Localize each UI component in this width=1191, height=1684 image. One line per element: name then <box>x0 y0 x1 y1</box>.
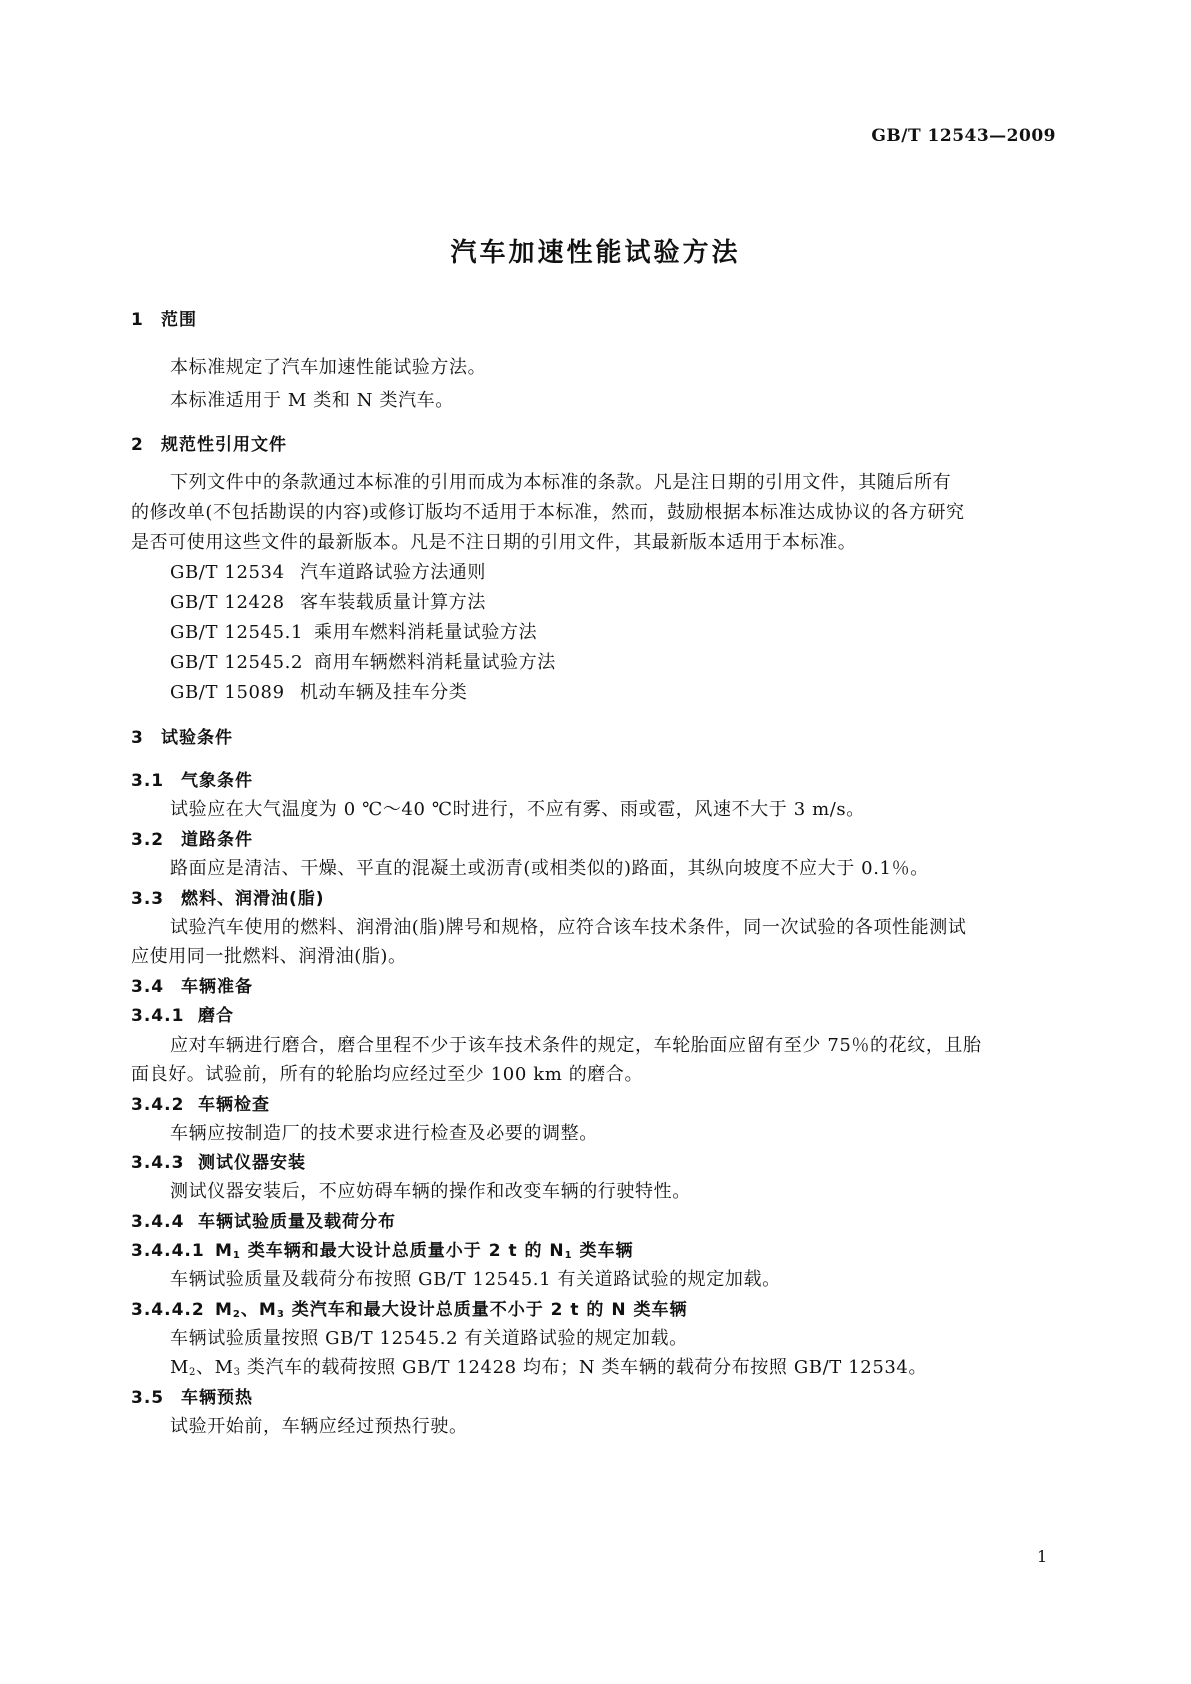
reference-name: 商用车辆燃料消耗量试验方法 <box>314 652 556 673</box>
subsection-number: 3.4.4.2 <box>131 1300 205 1320</box>
paragraph-line: 应对车辆进行磨合，磨合里程不少于该车技术条件的规定，车轮胎面应留有至少 75％的花纹，且胎 <box>170 1035 982 1056</box>
reference-code: GB/T 15089 <box>170 682 285 703</box>
title-part: M <box>215 1241 233 1261</box>
subscript: 2 <box>189 1367 196 1378</box>
section-title: 规范性引用文件 <box>161 435 287 455</box>
subscript: 1 <box>232 1250 241 1261</box>
title-part: 类汽车和最大设计总质量不小于 2 t 的 N 类车辆 <box>284 1300 688 1320</box>
reference-item <box>170 588 486 614</box>
subsection-title <box>215 1300 687 1320</box>
paragraph-line <box>170 1353 927 1379</box>
subscript: 1 <box>564 1250 573 1261</box>
reference-name: 机动车辆及挂车分类 <box>300 682 468 703</box>
subsection-title: 磨合 <box>198 1006 234 1026</box>
title-part: 类车辆和最大设计总质量小于 2 t 的 N <box>240 1241 565 1261</box>
reference-item <box>170 678 467 704</box>
subsection-title: 车辆预热 <box>181 1388 253 1408</box>
reference-code: GB/T 12545.1 <box>170 622 304 643</box>
subscript: 2 <box>232 1309 241 1320</box>
subsection-number: 3.3 <box>131 889 165 909</box>
subsection-heading <box>131 825 253 850</box>
subsection-number: 3.2 <box>131 830 165 850</box>
subscript: 3 <box>233 1367 241 1378</box>
subsection-heading <box>131 1295 687 1320</box>
subsection-title: 车辆检查 <box>198 1095 270 1115</box>
document-title: 汽车加速性能试验方法 <box>450 238 741 268</box>
subsection-number: 3.4 <box>131 977 165 997</box>
subsection-number: 3.4.4.1 <box>131 1241 205 1261</box>
reference-name: 乘用车燃料消耗量试验方法 <box>314 622 538 643</box>
text-part: 、M <box>196 1357 234 1378</box>
reference-code: GB/T 12428 <box>170 592 285 613</box>
paragraph: 本标准规定了汽车加速性能试验方法。 <box>170 357 487 378</box>
subsection-number: 3.4.3 <box>131 1153 185 1173</box>
paragraph: 路面应是清洁、干燥、平直的混凝土或沥青(或相类似的)路面，其纵向坡度不应大于 0.1％。 <box>170 858 929 879</box>
subsection-number: 3.4.4 <box>131 1212 185 1232</box>
paragraph: 车辆试验质量及载荷分布按照 GB/T 12545.1 有关道路试验的规定加载。 <box>170 1269 781 1290</box>
reference-code: GB/T 12534 <box>170 562 285 583</box>
paragraph: 试验开始前，车辆应经过预热行驶。 <box>170 1416 468 1437</box>
subsection-number: 3.4.2 <box>131 1095 185 1115</box>
reference-item <box>170 618 537 644</box>
section-number: 1 <box>131 310 144 330</box>
subsection-heading <box>131 1148 306 1173</box>
subscript: 3 <box>276 1309 285 1320</box>
standard-number: GB/T 12543—2009 <box>871 126 1056 146</box>
subsection-heading <box>131 1207 396 1232</box>
section-title: 范围 <box>161 310 197 330</box>
text-part: M <box>170 1357 190 1378</box>
paragraph: 测试仪器安装后，不应妨碍车辆的操作和改变车辆的行驶特性。 <box>170 1181 691 1202</box>
subsection-heading <box>131 1236 634 1261</box>
subsection-title <box>215 1241 634 1261</box>
reference-name: 客车装载质量计算方法 <box>300 592 486 613</box>
reference-code: GB/T 12545.2 <box>170 652 304 673</box>
paragraph: 试验应在大气温度为 0 ℃～40 ℃时进行，不应有雾、雨或雹，风速不大于 3 m/s。 <box>170 799 865 820</box>
subsection-title: 车辆准备 <box>181 977 253 997</box>
paragraph-line: 试验汽车使用的燃料、润滑油(脂)牌号和规格，应符合该车技术条件，同一次试验的各项性能测试 <box>170 917 967 938</box>
paragraph-line: 下列文件中的条款通过本标准的引用而成为本标准的条款。凡是注日期的引用文件，其随后所有 <box>170 472 952 493</box>
paragraph: 本标准适用于 M 类和 N 类汽车。 <box>170 390 454 411</box>
subsection-heading <box>131 1001 234 1026</box>
title-part: M <box>215 1300 233 1320</box>
section-number: 2 <box>131 435 144 455</box>
subsection-title: 气象条件 <box>181 771 253 791</box>
subsection-number: 3.5 <box>131 1388 165 1408</box>
paragraph-line: 是否可使用这些文件的最新版本。凡是不注日期的引用文件，其最新版本适用于本标准。 <box>131 532 857 553</box>
subsection-title: 车辆试验质量及载荷分布 <box>198 1212 396 1232</box>
paragraph: 车辆应按制造厂的技术要求进行检查及必要的调整。 <box>170 1123 598 1144</box>
paragraph-line: 车辆试验质量按照 GB/T 12545.2 有关道路试验的规定加载。 <box>170 1328 688 1349</box>
title-part: 类车辆 <box>572 1241 634 1261</box>
paragraph-line: 的修改单(不包括勘误的内容)或修订版均不适用于本标准，然而，鼓励根据本标准达成协议的各方研究 <box>131 502 965 523</box>
subsection-heading <box>131 884 325 909</box>
subsection-heading <box>131 972 253 997</box>
title-part: 、M <box>240 1300 277 1320</box>
section-2-heading <box>131 430 287 455</box>
page-number: 1 <box>1037 1547 1048 1566</box>
subsection-title: 道路条件 <box>181 830 253 850</box>
subsection-heading <box>131 1383 253 1408</box>
reference-name: 汽车道路试验方法通则 <box>300 562 486 583</box>
subsection-title: 测试仪器安装 <box>198 1153 306 1173</box>
subsection-title: 燃料、润滑油(脂) <box>181 889 325 909</box>
subsection-heading <box>131 1090 270 1115</box>
text-part: 类汽车的载荷按照 GB/T 12428 均布；N 类车辆的载荷分布按照 GB/T 12534。 <box>240 1357 928 1378</box>
subsection-number: 3.1 <box>131 771 165 791</box>
reference-item <box>170 648 556 674</box>
paragraph-line: 面良好。试验前，所有的轮胎均应经过至少 100 km 的磨合。 <box>131 1064 644 1085</box>
subsection-heading <box>131 766 253 791</box>
section-3-heading <box>131 723 233 748</box>
section-number: 3 <box>131 728 144 748</box>
subsection-number: 3.4.1 <box>131 1006 185 1026</box>
section-title: 试验条件 <box>161 728 233 748</box>
paragraph-line: 应使用同一批燃料、润滑油(脂)。 <box>131 946 407 967</box>
section-1-heading <box>131 305 197 330</box>
reference-item <box>170 558 486 584</box>
